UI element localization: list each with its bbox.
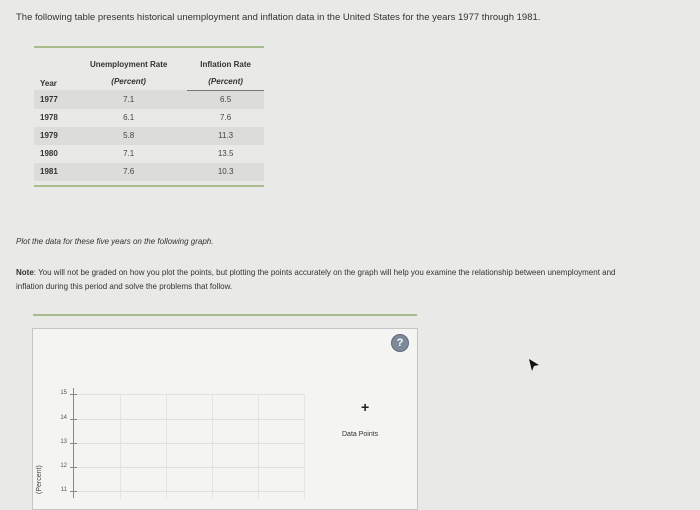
cell-year: 1980 [40, 149, 58, 158]
note-label: Note [16, 268, 34, 277]
grid-line [74, 491, 304, 492]
cell-inflation: 11.3 [187, 127, 264, 145]
note-text: : You will not be graded on how you plot the points, but plotting the points accurately on the graph will help you examine the relationship between unemployment and inflation during this period and solve the problems that follow. [16, 268, 616, 291]
cell-unemployment: 6.1 [123, 113, 135, 122]
grid-line [304, 394, 305, 499]
table-row [34, 145, 264, 163]
table-row [34, 163, 264, 181]
cell-year: 1977 [34, 90, 70, 109]
header-unemployment: Unemployment Rate [89, 59, 168, 69]
header-inflation-sub: (Percent) [187, 74, 264, 90]
cell-inflation: 7.6 [220, 113, 232, 122]
grid-line [212, 394, 213, 499]
y-tick-label: 11 [60, 487, 67, 493]
grid-line [74, 419, 304, 420]
y-axis-label: (Percent) [36, 465, 43, 494]
cell-inflation: 13.5 [217, 149, 234, 158]
cell-unemployment: 7.1 [123, 149, 135, 158]
grid-line [166, 394, 167, 499]
header-year: Year [40, 79, 57, 88]
graph-top-rule [33, 314, 417, 316]
y-tick-label: 12 [60, 463, 67, 469]
table-row [34, 127, 264, 145]
intro-text: The following table presents historical unemployment and inflation data in the United States for the years 1977 through 1981. [16, 12, 541, 23]
cell-inflation: 10.3 [187, 163, 264, 181]
y-tick [70, 491, 77, 492]
data-table [34, 48, 264, 181]
data-points-tool-icon[interactable]: + [361, 399, 370, 415]
table-row [34, 109, 264, 127]
note-paragraph [16, 266, 636, 294]
table-bottom-rule [34, 185, 264, 187]
cell-unemployment: 5.8 [70, 127, 187, 145]
cell-year: 1981 [34, 163, 70, 181]
cell-unemployment: 7.1 [70, 90, 187, 109]
cell-year: 1978 [40, 113, 58, 122]
mouse-pointer-icon [528, 358, 540, 372]
data-table-container [34, 46, 264, 187]
y-tick [70, 443, 77, 444]
y-tick [70, 419, 77, 420]
header-unemployment-sub: (Percent) [111, 76, 146, 86]
grid-line [74, 443, 304, 444]
data-points-tool-label[interactable]: Data Points [342, 431, 379, 438]
y-tick-label: 14 [60, 415, 67, 421]
y-tick [70, 394, 77, 395]
y-tick [70, 467, 77, 468]
header-inflation: Inflation Rate [200, 59, 251, 69]
cell-year: 1979 [34, 127, 70, 145]
plot-instructions: Plot the data for these five years on the following graph. [16, 237, 214, 246]
grid-line [74, 467, 304, 468]
help-icon[interactable]: ? [392, 335, 408, 351]
cell-inflation: 6.5 [187, 90, 264, 109]
cell-unemployment: 7.6 [70, 163, 187, 181]
y-tick-label: 15 [60, 390, 67, 396]
grid-line [258, 394, 259, 499]
y-tick-label: 13 [60, 439, 67, 445]
grid-line [74, 394, 304, 395]
table-row [34, 90, 264, 109]
grid-line [120, 394, 121, 499]
